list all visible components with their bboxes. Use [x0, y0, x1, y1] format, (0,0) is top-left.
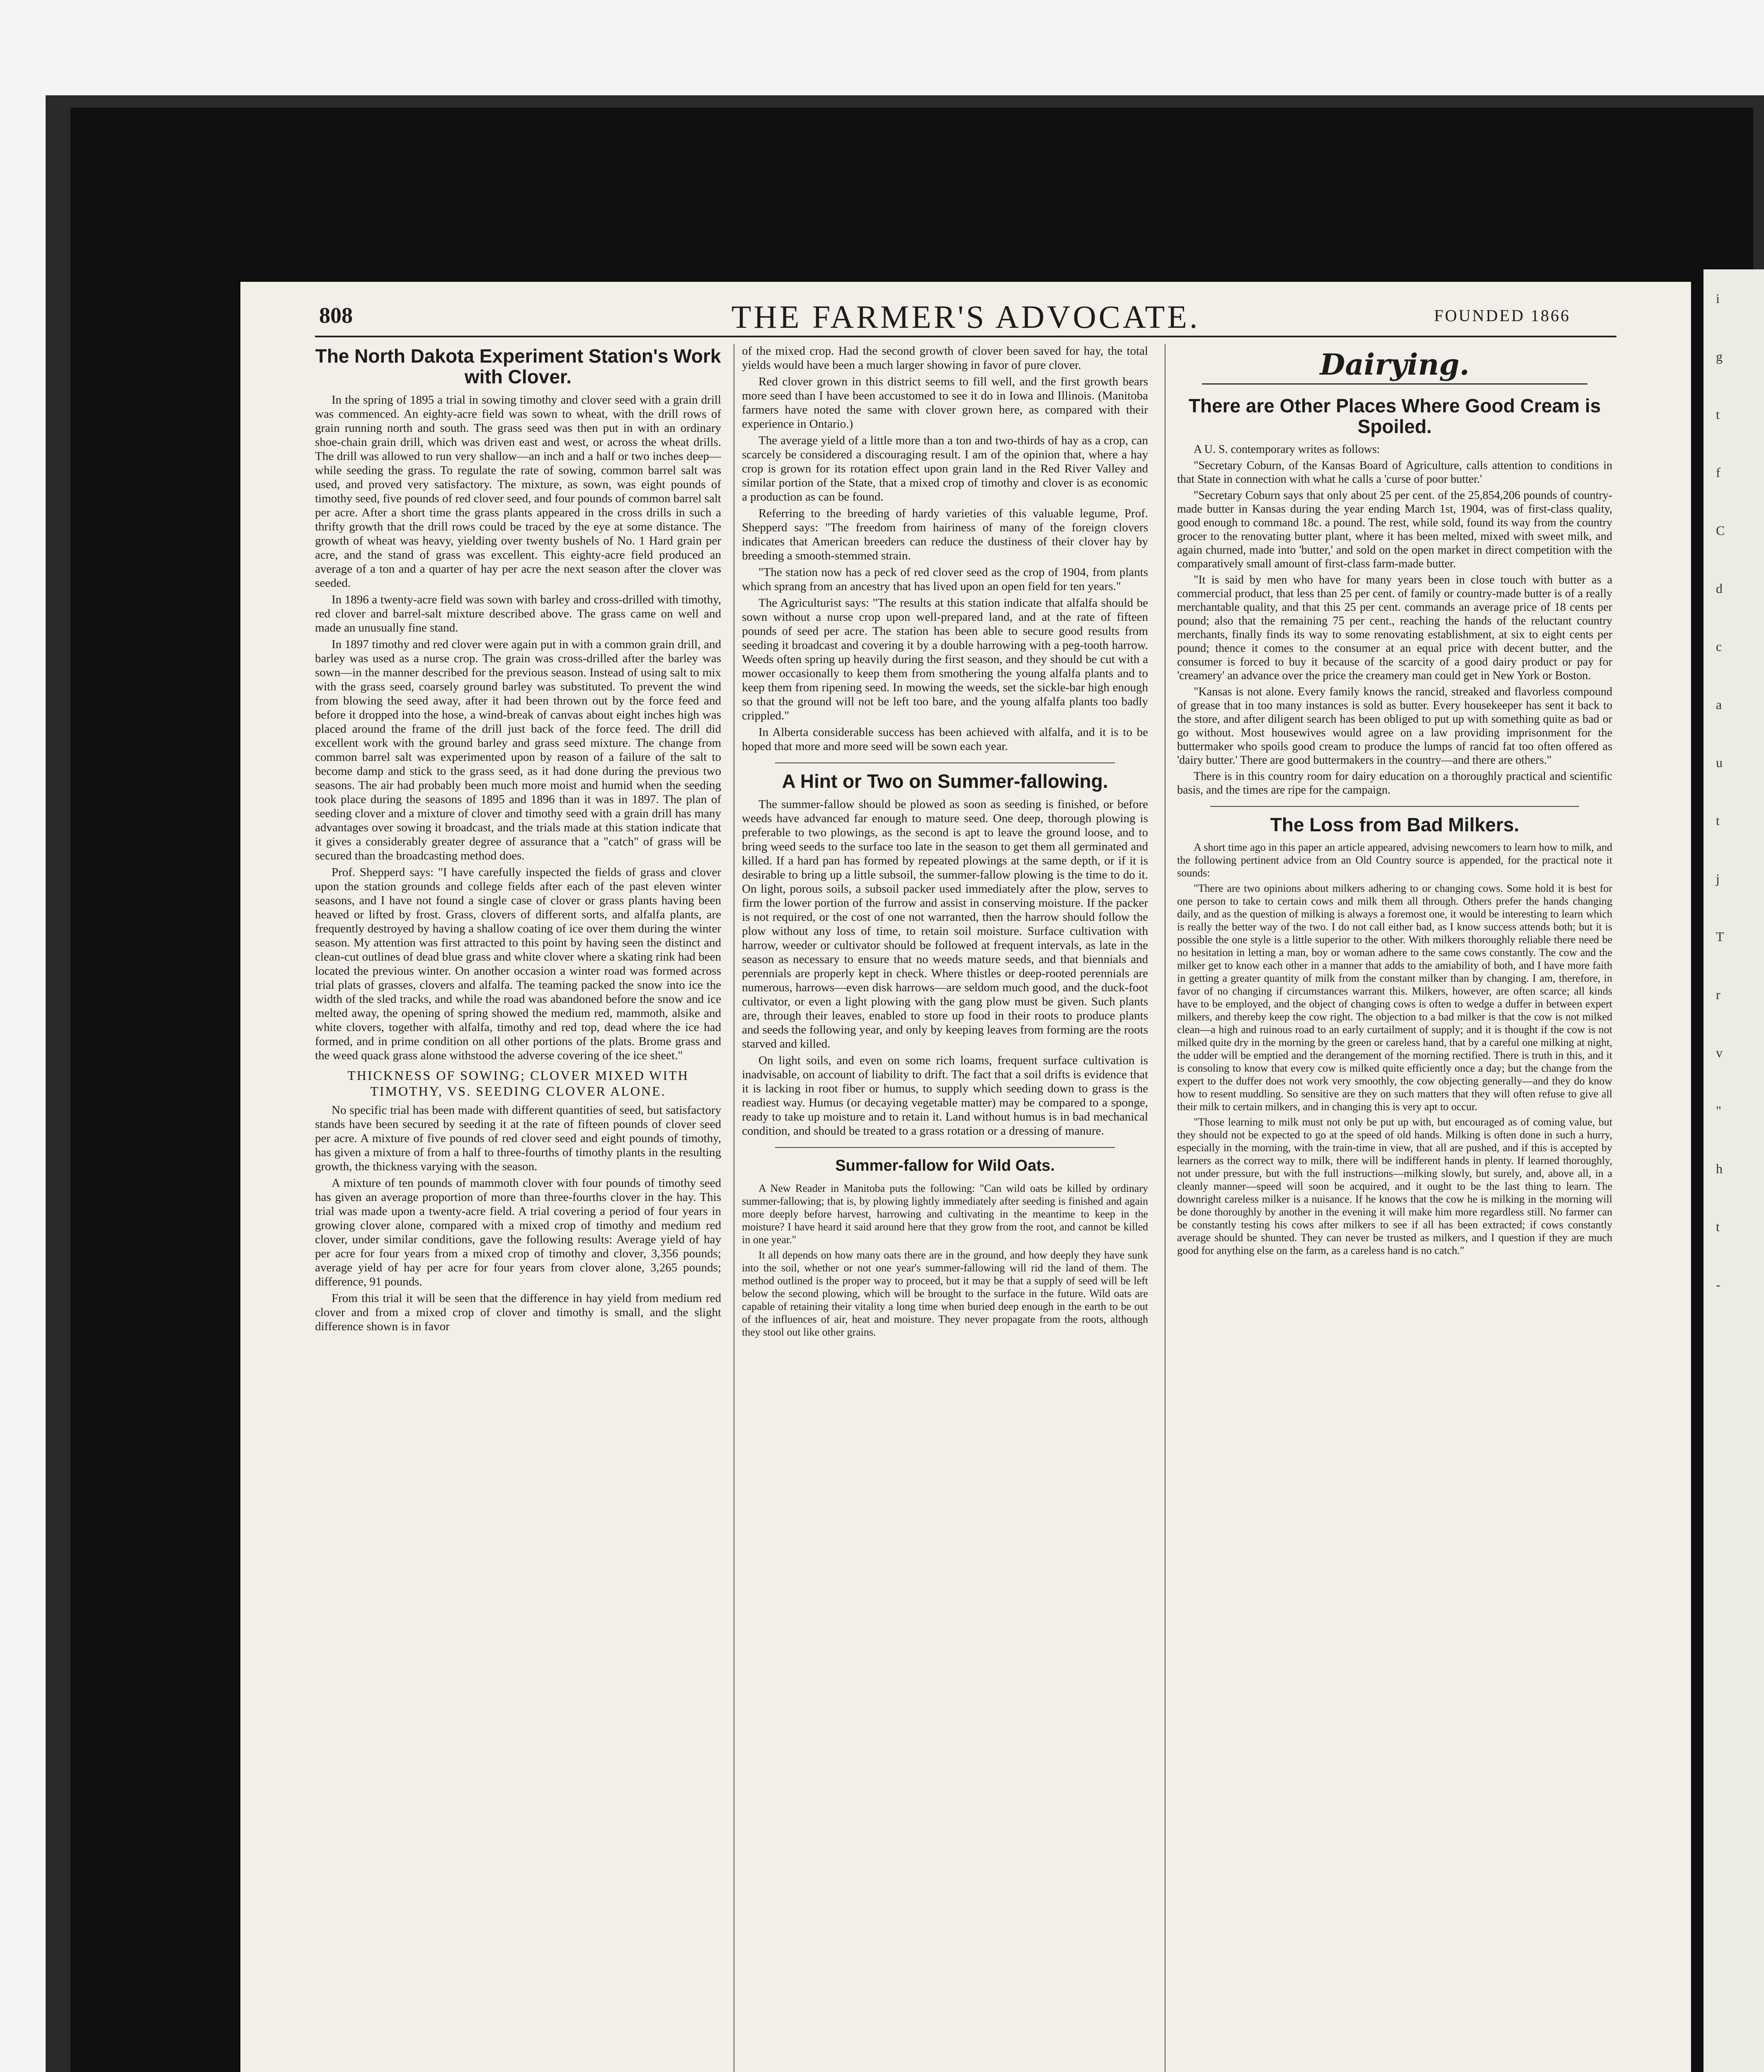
article-paragraph: On light soils, and even on some rich loams, frequent surface cultivation is inadvisable, on account of liability to drift. The fact that a soil drifts is evidence that it is lacking in root fiber or humus, to supply which seeding down to grass is the readiest way. Humus (or decaying vegetable matter) may be compared to a sponge, ready to take up moisture and to retain it. Land without humus is in bad mechanical condition, and should be treated to a grass rotation or a dressing of manure.	[742, 1054, 1148, 1138]
article-title-wild-oats: Summer-fallow for Wild Oats.	[835, 1157, 1055, 1174]
masthead: THE FARMER'S ADVOCATE.	[731, 299, 1200, 335]
article-paragraph: No specific trial has been made with different quantities of seed, but satisfactory stands have been secured by seeding it at the rate of fifteen pounds of clover seed per acre. A mixture of five pounds of red clover seed and eight pounds of timothy, has given a mixture of from a half to three-fourths of timothy plants in the resulting growth, the thickness varying with the season.	[315, 1104, 721, 1173]
department-heading-dairying: Dairying.	[1320, 347, 1470, 382]
scanner-margin-left	[0, 0, 46, 2072]
article-paragraph: The summer-fallow should be plowed as soon as seeding is finished, or before weeds have advanced far enough to mature seed. One deep, thorough plowing is preferable to two plowings, as the second is apt to leave the ground loose, and to bring weed seeds to the surface too late in the season to get them all germinated and killed. If a hard pan has formed by repeated plowings at the same depth, or if it is desirable to bring up a little subsoil, the summer-fallow plowing is the time to do it. On light, porous soils, a subsoil packer used immediately after the plow, serves to firm the lower portion of the furrow and assist in conserving moisture. If the packer is not required, or the cost of one not warranted, then the harrow should follow the plow without any loss of time, to retain soil moisture. Surface cultivation with harrow, weeder or cultivator should be followed at frequent intervals, as late in the season as necessary to ensure that no weeds mature seeds, and that biennials and perennials are properly kept in check. Where thistles or deep-rooted perennials are numerous, harrows—even disk harrows—are seldom much good, and the duck-foot cultivator, or even a light plowing with the gang plow must be given. Such plants are, through their leaves, enabled to store up food in their roots to produce plants and seeds the following year, and only by keeping leaves from forming are the roots starved and killed.	[742, 798, 1148, 1051]
article-paragraph: A U. S. contemporary writes as follows:	[1194, 443, 1380, 456]
article-title-north-dakota: The North Dakota Experiment Station's Work with Clover.	[315, 345, 721, 387]
article-paragraph: "There are two opinions about milkers adhering to or changing cows. Some hold it is best for one person to take to certain cows and milk them all through. Others prefer the hands changing daily, and as the question of milking is always a foremost one, it would be interesting to learn which is really the better way of the two. I do not call either bad, as I know success attends both; but it is possible the one style is a little superior to the other. With milkers thoroughly reliable there need be no hesitation in letting a man, boy or woman adhere to the same cows constantly. The cow and the milker get to know each other in a manner that adds to the amiability of both, and I have more faith in getting a greater quantity of milk from the constant milker than by changing. I am, therefore, in favor of no changing if circumstances warrant this. Milkers, however, are often scarce; all kinds have to be employed, and the object of changing cows is often to wedge a duffer in between expert milkers, and thereby keep the cow right. The objection to a bad milker is that the cow is not milked clean—a high and ruinous road to an early curtailment of supply; and it is thought if the cow is not milked quite dry in the morning by the green or careless hand, that by a careful one milking at night, the udder will be emptied and the derangement of the morning rectified. There is truth in this, and it is consoling to know that every cow is milked quite efficiently once a day; but the change from the expert to the duffer does not work very smoothly, the cow objecting generally—and they do know how to resent muddling. So sensitive are they on such matters that they will often refuse to give all their milk to certain milkers, and in changing this is very apt to occur.	[1177, 882, 1612, 1113]
article-paragraph: "The station now has a peck of red clover seed as the crop of 1904, from plants which sprang from an ancestry that has lived upon an open field for ten years."	[742, 566, 1148, 593]
article-paragraph: In the spring of 1895 a trial in sowing timothy and clover seed with a grain drill was commenced. An eighty-acre field was sown to wheat, with the drill rows of grain running north and south. The grass seed was then put in with an ordinary shoe-chain grain drill, which was driven east and west, or across the wheat drills. The drill was allowed to run very shallow—an inch and a half or two inches deep—while seeding the grass. To regulate the rate of sowing, common barrel salt was used, and proved very satisfactory. The mixture, as sown, was eight pounds of timothy seed, five pounds of red clover seed, and four pounds of common barrel salt per acre. After a short time the grass plants appeared in the cross drills in such a thrifty growth that the drill rows could be traced by the eye at some distance. The growth of wheat was heavy, yielding over twenty bushels of No. 1 Hard grain per acre, and the stand of grass was excellent. This eighty-acre field produced an average of a ton and a quarter of hay per acre the next season after the clover was seeded.	[315, 393, 721, 590]
article-paragraph: "Those learning to milk must not only be put up with, but encouraged as of coming value, but they should not be expected to go at the speed of old hands. Milking is often done in such a hurry, especially in the morning, with the train-time in view, that all are pushed, and if this is accepted by learners as the correct way to milk, there will be indifferent hands in plenty. If learned thoroughly, not under pressure, but with the full instructions—milking slowly, but surely, and, above all, in a cleanly manner—speed will soon be acquired, and it ought to be the last thing to learn. The downright careless milker is a nuisance. If he knows that the cow he is milking in the morning will be done thoroughly by another in the evening it will make him more regardless still. No farmer can be constantly testing his cows after milkers to see if all has been extracted; if cows constantly average should be shunted. They can never be trusted as milkers, and I question if they are much good for anything else on the farm, as a careless hand is no catch."	[1177, 1116, 1612, 1256]
article-paragraph: It all depends on how many oats there are in the ground, and how deeply they have sunk into the soil, whether or not one year's summer-fallowing will rid the land of them. The method outlined is the proper way to proceed, but it may be that a supply of seed will be left below the second plowing, which will be brought to the surface in the future. Wild oats are capable of retaining their vitality a long time when buried deep enough in the earth to be out of the influences of air, heat and moisture. They never propagate from the roots, although they stool out like other grains.	[742, 1249, 1148, 1338]
article-paragraph: Red clover grown in this district seems to fill well, and the first growth bears more seed than I have been accustomed to see it do in Iowa and Illinois. (Manitoba farmers have noted the same with clover grown here, as compared with their experience in Ontario.)	[742, 375, 1148, 431]
article-paragraph: In Alberta considerable success has been achieved with alfalfa, and it is to be hoped that more and more seed will be sown each year.	[742, 726, 1148, 753]
page-header	[240, 298, 1691, 336]
article-paragraph: In 1897 timothy and red clover were again put in with a common grain drill, and barley was used as a nurse crop. The grain was cross-drilled after the barley was sown—in the manner described for the previous season. Instead of using salt to mix with the grass seed, coarsely ground barley was substituted. To prevent the wind from blowing the seed away, after it had been thrown out by the force feed and before it dropped into the hose, a wind-break of canvas about eight inches high was placed around the frame of the drill just back of the force feed. The drill did excellent work with the ground barley and grass seed mixture. The change from common barrel salt was experimented upon by reason of a failure of the salt to become damp and stick to the grass seed, as it had done during the previous two seasons. The air had probably been much more moist and humid when the seeding took place during the seasons of 1895 and 1896 than it was in 1897. The plan of seeding clover and a mixture of clover and timothy seed with a grain drill has many advantages over sowing it broadcast, and the trials made at this station indicate that it gives a considerably greater degree of assurance that a "catch" of grass will be secured than the broadcasting method does.	[315, 638, 721, 862]
facing-page-edge	[1703, 269, 1764, 2072]
newspaper-page	[240, 282, 1691, 2072]
article-paragraph: Referring to the breeding of hardy varieties of this valuable legume, Prof. Shepperd says: "The freedom from hairiness of many of the foreign clovers indicates that American breeders can reduce the dustiness of their clover hay by breeding a smooth-stemmed strain.	[742, 507, 1148, 562]
article-title-bad-milkers: The Loss from Bad Milkers.	[1270, 814, 1519, 835]
article-subheading: THICKNESS OF SOWING; CLOVER MIXED WITH TIMOTHY, VS. SEEDING CLOVER ALONE.	[347, 1068, 689, 1099]
column-2	[742, 344, 1148, 2072]
article-paragraph: A New Reader in Manitoba puts the following: "Can wild oats be killed by ordinary summer-fallowing; that is, by plowing lightly immediately after seeding is finished and again more deeply before harvest, harrowing and cultivating in the meantime to keep in the moisture? I have heard it said around here that they grow from the root, and cannot be killed in one year."	[742, 1182, 1148, 1246]
article-paragraph: The average yield of a little more than a ton and two-thirds of hay as a crop, can scarcely be considered a discouraging result. I am of the opinion that, where a hay crop is grown for its rotation effect upon grain land in the Red River Valley and similar portion of the State, that a mixed crop of timothy and clover is as economic a production as can be found.	[742, 434, 1148, 503]
article-paragraph: A short time ago in this paper an article appeared, advising newcomers to learn how to milk, and the following pertinent advice from an Old Country source is appended, for the practical note it sounds:	[1177, 841, 1612, 879]
facing-page-letters: i g t f C d c a u t j T r v " h t -	[1716, 291, 1725, 1292]
column-1	[315, 344, 721, 2072]
header-rule	[315, 336, 1616, 337]
section-rule	[1210, 806, 1579, 807]
page-number: 808	[319, 303, 353, 328]
article-paragraph: Prof. Shepperd says: "I have carefully inspected the fields of grass and clover upon the station grounds and college fields after each of the past eleven winter seasons, and I have not found a single case of clover or grass plants having been heaved or lifted by frost. Grass, clovers of different sorts, and alfalfa plants, are frequently destroyed by having a shallow coating of ice over them during the winter season. My attention was first attracted to this point by having seen the distinct and clean-cut outlines of dead blue grass and white clover where a skating rink had been located the previous winter. On another occasion a winter road was formed across trial plats of grasses, clovers and alfalfa. The teaming packed the snow into ice the width of the sled tracks, and while the road was abandoned before the snow and ice melted away, the opening of spring showed the medium red, mammoth, alsike and white clovers, together with alfalfa, timothy and red top, dead where the ice had formed, and in prime condition on all other portions of the plats. Brome grass and the weed quack grass alone withstood the adverse covering of the ice sheet."	[315, 866, 721, 1062]
column-divider	[1165, 344, 1166, 2072]
article-paragraph: "Secretary Coburn says that only about 25 per cent. of the 25,854,206 pounds of country-made butter in Kansas during the year ending March 1st, 1904, was of first-class quality, good enough to command 18c. a pound. The rest, while sold, found its way from the country grocer to the renovating butter plant, where it has been melted, mixed with sweet milk, and again churned, made into 'butter,' and sold on the open market in direct competition with the comparatively small amount of first-class farm-made butter.	[1177, 489, 1612, 570]
article-paragraph: "It is said by men who have for many years been in close touch with butter as a commercial product, that less than 25 per cent. of family or country-made butter is of a really merchantable quality, and that this 25 per cent. commands an average price of 18 cents per pound; also that the remaining 75 per cent., reaching the hands of the reluctant country merchants, finally finds its way to some renovating establishment, at six to eight cents per pound; thence it comes to the consumer at an equal price with decent butter, and the consumer is forced to buy it because of the scarcity of a good dairy product or pay for 'creamery' an advance over the price the creamery man could get in New York or Boston.	[1177, 574, 1612, 682]
article-title-cream-spoiled: There are Other Places Where Good Cream is Spoiled.	[1188, 395, 1601, 437]
scanner-margin-top	[0, 0, 1764, 95]
section-rule	[775, 1147, 1115, 1148]
article-paragraph: There is in this country room for dairy education on a thoroughly practical and scientific basis, and the times are ripe for the campaign.	[1177, 770, 1612, 796]
article-paragraph: In 1896 a twenty-acre field was sown with barley and cross-drilled with timothy, red clover and barrel-salt mixture described above. The grass came on well and made an unusually fine stand.	[315, 593, 721, 634]
article-paragraph: "Kansas is not alone. Every family knows the rancid, streaked and flavorless compound of grease that in too many instances is sold as butter. Every housekeeper has sent it back to the store, and after diligent search has been obliged to put up with something quite as bad or go without. Most housewives would agree on a law providing imprisonment for the buttermaker who spoils good cream to produce the lumps of rancid fat too often offered as 'dairy butter.' There are good buttermakers in the country—and there are others."	[1177, 685, 1612, 767]
article-paragraph: "Secretary Coburn, of the Kansas Board of Agriculture, calls attention to conditions in that State in connection with what he calls a 'curse of poor butter.'	[1177, 459, 1612, 486]
heading-rule	[1202, 383, 1587, 387]
article-paragraph: From this trial it will be seen that the difference in hay yield from medium red clover and from a mixed crop of clover and timothy is small, and the slight difference shown is in favor	[315, 1292, 721, 1333]
founded-line: FOUNDED 1866	[1434, 306, 1571, 325]
article-paragraph: The Agriculturist says: "The results at this station indicate that alfalfa should be sown without a nurse crop upon well-prepared land, and at the rate of fifteen pounds of seed per acre. The station has been able to secure good results from seeding it broadcast and covering it by a double harrowing with a peg-tooth harrow. Weeds often spring up heavily during the first season, and they should be cut with a mower occasionally to keep them from smothering the young alfalfa plants and to keep them from ripening seed. In mowing the weeds, set the sickle-bar high enough so that the ground will not be left too bare, and the young alfalfa plants too badly crippled."	[742, 596, 1148, 722]
article-title-summer-fallowing: A Hint or Two on Summer-fallowing.	[782, 770, 1108, 792]
article-paragraph: of the mixed crop. Had the second growth of clover been saved for hay, the total yields would have been a much larger showing in favor of pure clover.	[742, 344, 1148, 372]
section-rule	[775, 762, 1115, 763]
article-paragraph: A mixture of ten pounds of mammoth clover with four pounds of timothy seed has given an average proportion of more than three-fourths clover in the hay. This trial was made upon a twenty-acre field. A trial covering a period of four years in growing clover alone, compared with a mixed crop of timothy and medium red clover, under similar conditions, gave the following results: Average yield of hay per acre for four years from a mixed crop of timothy and clover, 3,356 pounds; average yield of hay per acre for four years from clover alone, 3,265 pounds; difference, 91 pounds.	[315, 1176, 721, 1288]
column-3	[1177, 344, 1612, 2072]
